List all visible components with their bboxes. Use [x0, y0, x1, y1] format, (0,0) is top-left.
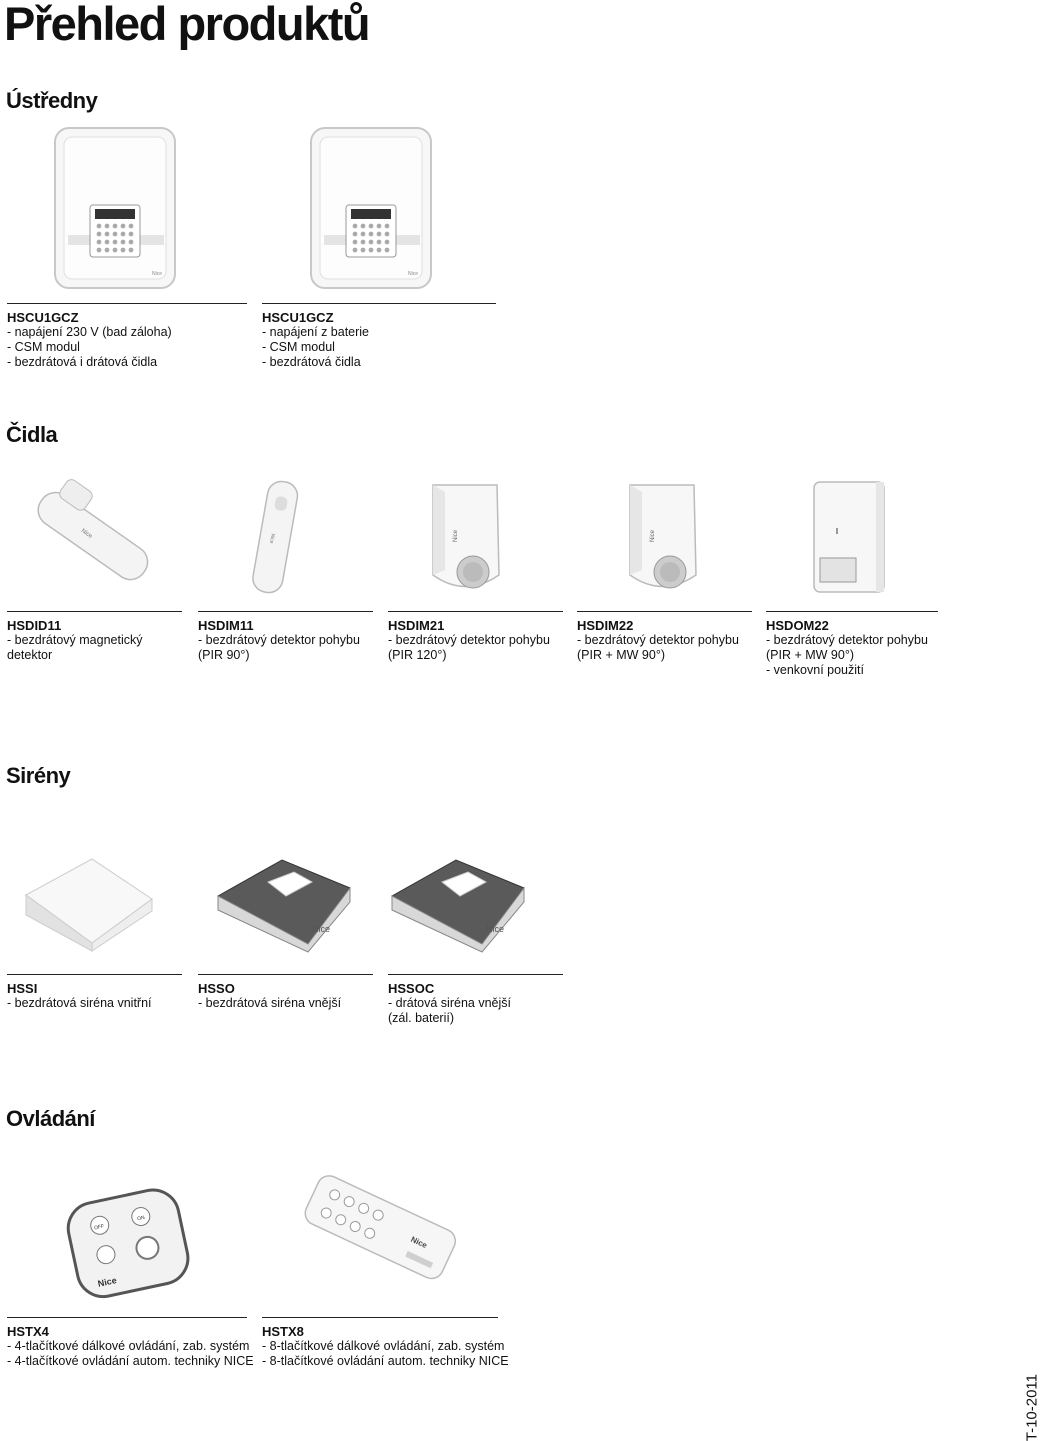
- section-heading-cidla: Čidla: [6, 422, 58, 447]
- product-feature: - napájení 230 V (bad záloha): [7, 325, 172, 339]
- product-feature: (PIR 120°): [388, 648, 447, 662]
- outdoor-siren-image: [212, 852, 357, 952]
- svg-text:Nice: Nice: [486, 924, 505, 934]
- page-title: Přehled produktů: [4, 0, 370, 50]
- remote-8-button-image: [296, 1160, 461, 1290]
- product-name: HSDIM22: [577, 618, 634, 633]
- product-name: HSDOM22: [766, 618, 829, 633]
- section-heading-sireny: Sirény: [6, 763, 71, 788]
- product-feature: - 4-tlačítkové ovládání autom. techniky NICE: [7, 1354, 254, 1368]
- product-card: [7, 303, 247, 370]
- product-feature: (PIR + MW 90°): [577, 648, 665, 662]
- product-feature: - CSM modul: [262, 340, 335, 354]
- product-name: HSDIM11: [198, 618, 254, 633]
- product-feature: (PIR 90°): [198, 648, 250, 662]
- svg-text:ON: ON: [136, 1214, 146, 1223]
- product-name: HSSO: [198, 981, 235, 996]
- product-name: HSSOC: [388, 981, 435, 996]
- svg-text:Nice: Nice: [312, 924, 331, 934]
- product-feature: - venkovní použití: [766, 663, 864, 677]
- product-name: HSCU1GCZ: [262, 310, 334, 325]
- pir-detector-image: [425, 480, 505, 600]
- svg-text:Nice: Nice: [650, 529, 656, 542]
- product-feature: - bezdrátový detektor pohybu: [577, 633, 739, 647]
- product-card: [262, 1317, 509, 1369]
- svg-text:Nice: Nice: [409, 1234, 429, 1251]
- product-card: [7, 1317, 254, 1369]
- product-name: HSDID11: [7, 618, 62, 633]
- product-card: [388, 611, 563, 663]
- document-code: T-10-2011: [1023, 1374, 1040, 1441]
- product-feature: - bezdrátový detektor pohybu: [388, 633, 550, 647]
- control-panel-image: [52, 125, 182, 293]
- magnetic-detector-image: [22, 478, 162, 593]
- svg-text:Nice: Nice: [268, 533, 276, 544]
- product-card: [577, 611, 752, 663]
- svg-text:OFF: OFF: [93, 1223, 105, 1232]
- product-feature: - CSM modul: [7, 340, 80, 354]
- pir-mw-detector-image: [622, 480, 702, 600]
- product-card: [198, 974, 373, 1011]
- product-feature: - drátová siréna vnější: [388, 996, 511, 1010]
- indoor-siren-image: [22, 855, 157, 955]
- product-name: HSCU1GCZ: [7, 310, 79, 325]
- remote-4-button-image: [62, 1188, 192, 1298]
- section-heading-ovladani: Ovládání: [6, 1106, 95, 1131]
- product-name: HSTX8: [262, 1324, 304, 1339]
- product-feature: detektor: [7, 648, 53, 662]
- svg-text:Nice: Nice: [96, 1275, 118, 1289]
- product-feature: - bezdrátová i drátová čidla: [7, 355, 158, 369]
- svg-text:Nice: Nice: [453, 529, 459, 542]
- section-heading-ustredny: Ústředny: [6, 88, 98, 113]
- product-feature: - bezdrátový detektor pohybu: [198, 633, 360, 647]
- product-card: [766, 611, 938, 678]
- product-card: [7, 974, 182, 1011]
- product-feature: - 8-tlačítkové ovládání autom. techniky NICE: [262, 1354, 509, 1368]
- product-feature: - napájení z baterie: [262, 325, 370, 339]
- svg-text:Nice: Nice: [408, 271, 419, 277]
- product-feature: (PIR + MW 90°): [766, 648, 854, 662]
- product-card: [262, 303, 496, 370]
- product-name: HSSI: [7, 981, 38, 996]
- wired-siren-image: [386, 852, 531, 952]
- product-name: HSTX4: [7, 1324, 49, 1339]
- product-feature: - bezdrátová siréna vnitřní: [7, 996, 152, 1010]
- pir-detector-slim-image: [245, 478, 305, 598]
- control-panel-image: [308, 125, 438, 293]
- svg-text:Nice: Nice: [79, 528, 94, 540]
- product-feature: - bezdrátová siréna vnější: [198, 996, 342, 1010]
- product-name: HSDIM21: [388, 618, 445, 633]
- product-card: [198, 611, 373, 663]
- product-feature: (zál. baterií): [388, 1011, 454, 1025]
- product-feature: - bezdrátový magnetický: [7, 633, 143, 647]
- product-feature: - bezdrátová čidla: [262, 355, 361, 369]
- product-feature: - 4-tlačítkové dálkové ovládání, zab. systém: [7, 1339, 250, 1353]
- product-feature: - bezdrátový detektor pohybu: [766, 633, 928, 647]
- product-card: [7, 611, 182, 663]
- svg-text:Nice: Nice: [152, 271, 163, 277]
- product-card: [388, 974, 563, 1026]
- outdoor-detector-image: [808, 478, 888, 598]
- product-feature: - 8-tlačítkové dálkové ovládání, zab. systém: [262, 1339, 505, 1353]
